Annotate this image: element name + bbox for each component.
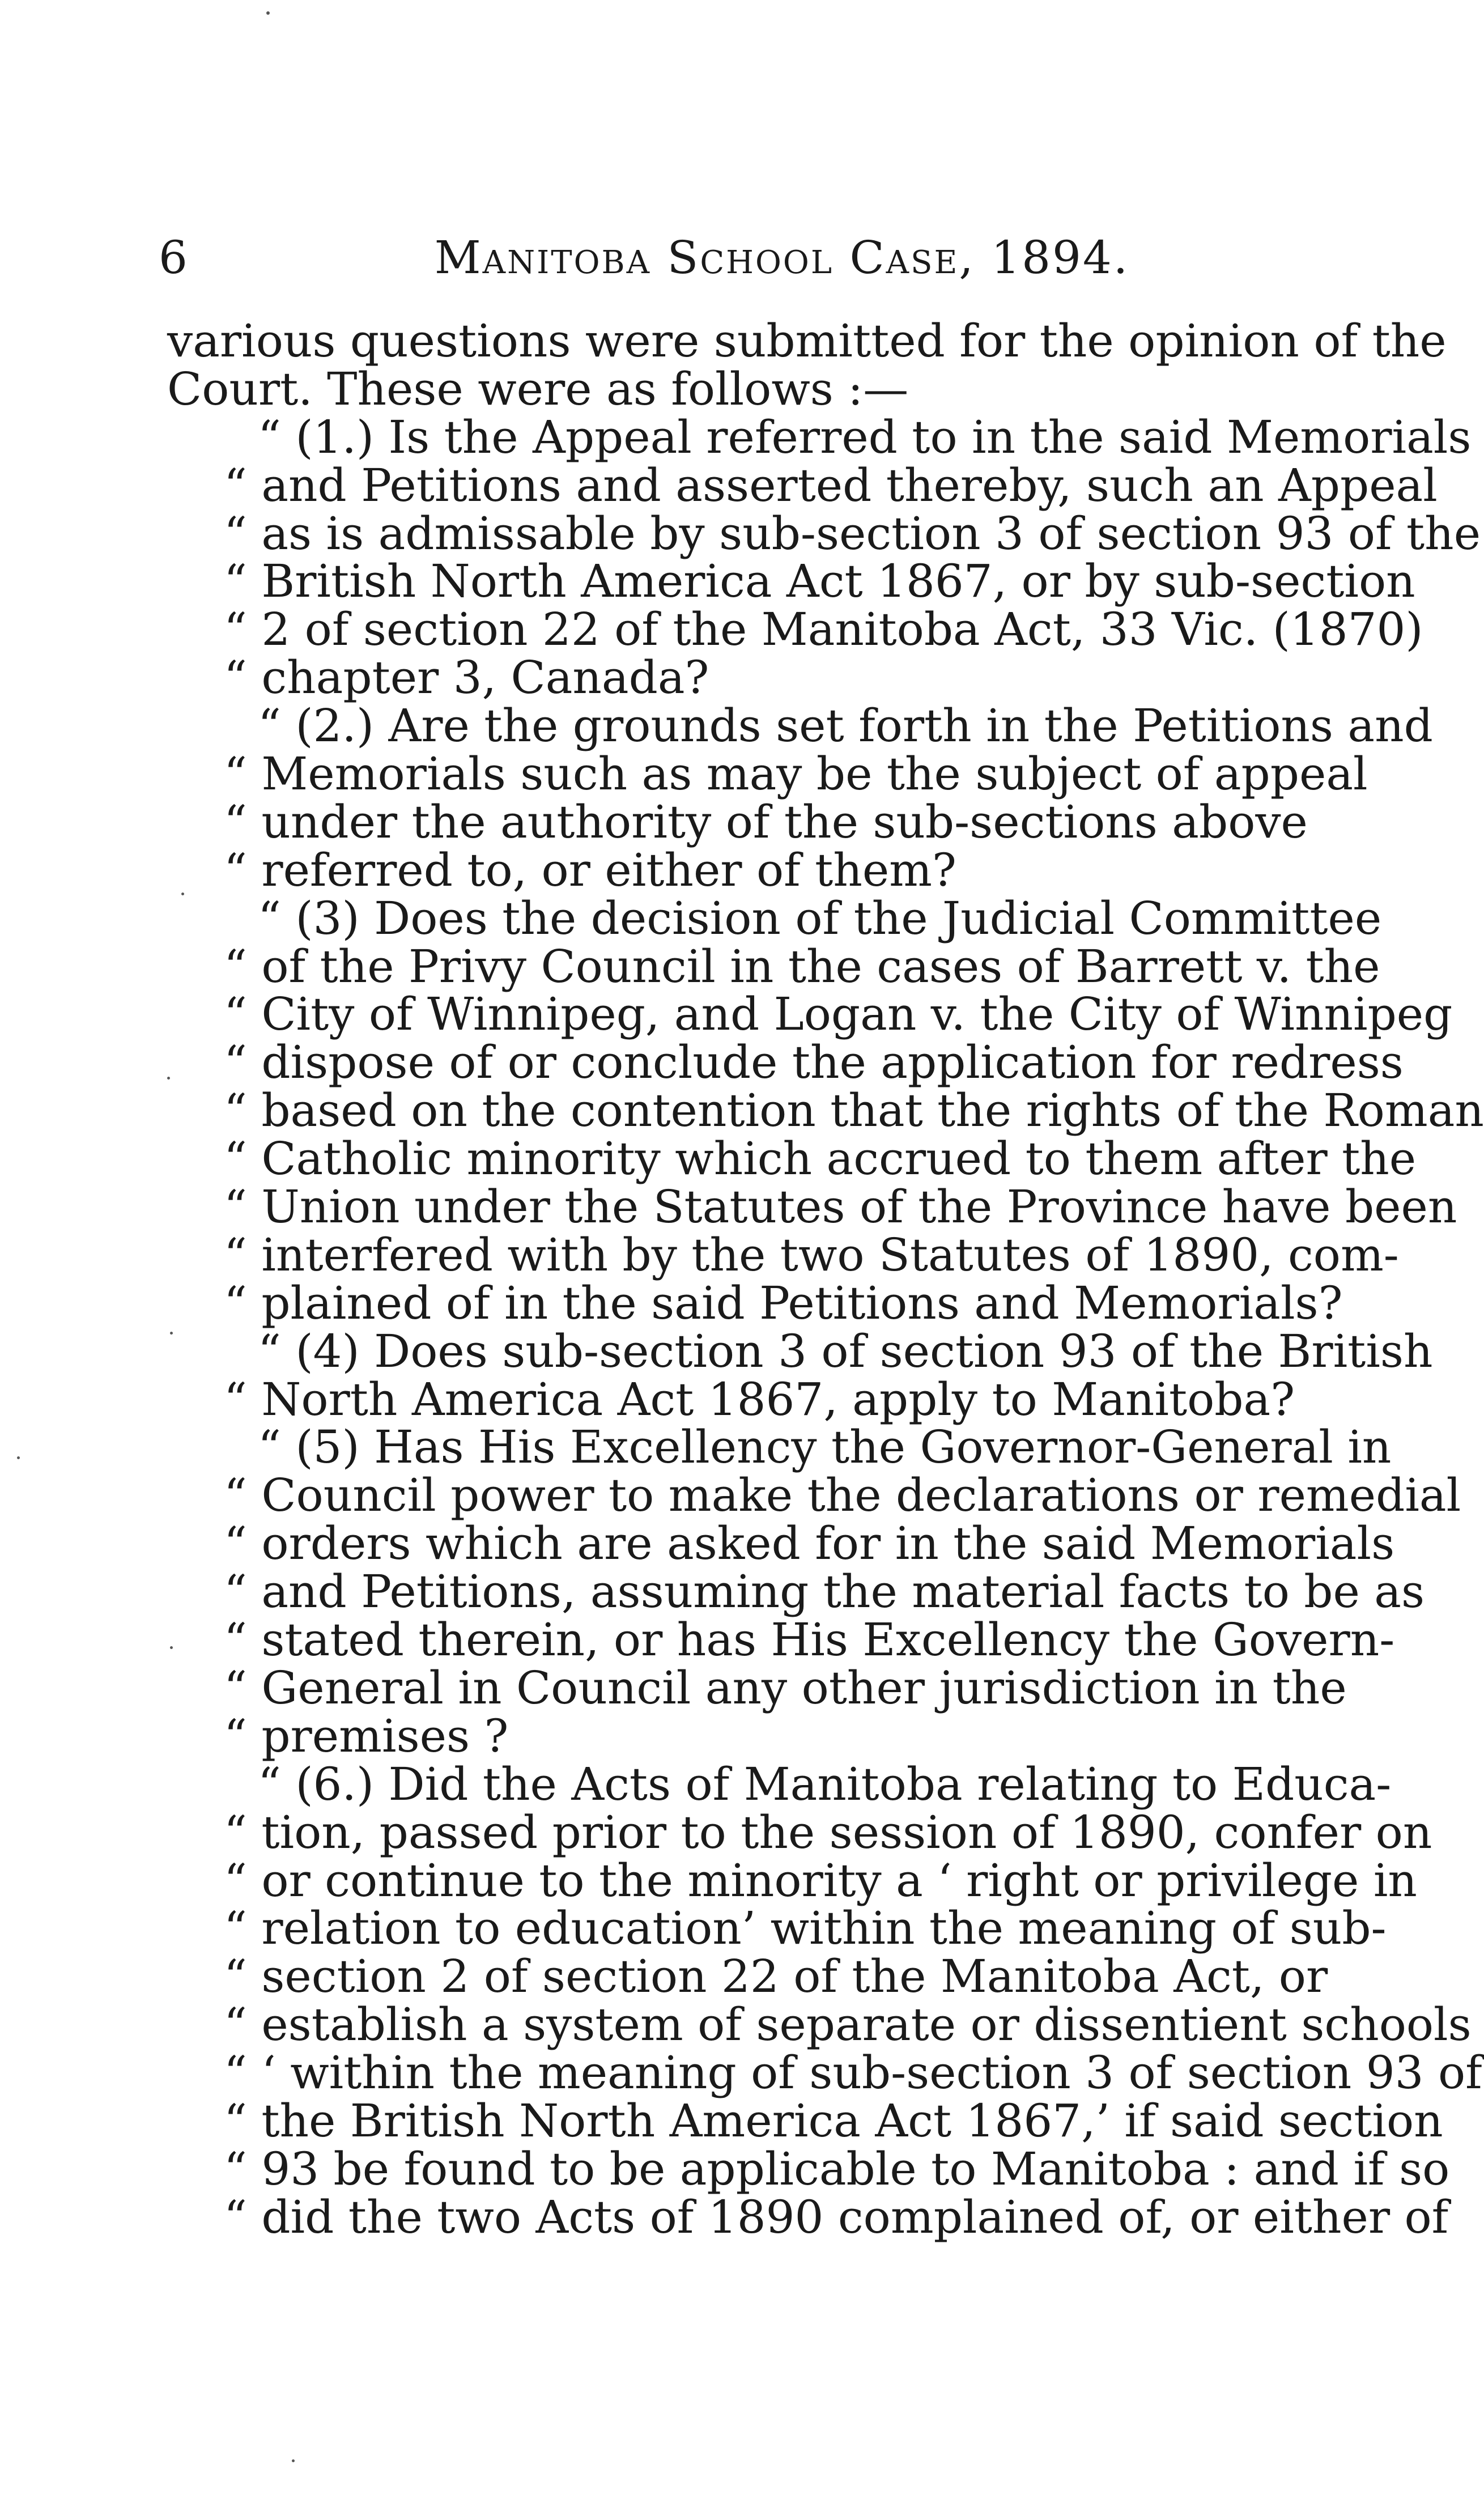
text-line: “ the British North America Act 1867,’ if said section [224,2094,1443,2147]
text-line: “ interfered with by the two Statutes of 1890, com- [224,1228,1399,1281]
text-line: “ under the authority of the sub-sections above [224,795,1308,848]
text-line: “ dispose of or conclude the application for redress [224,1036,1404,1089]
scan-speck [170,1332,173,1335]
text-line: “ (1.) Is the Appeal referred to in the said Memorials [258,410,1472,464]
text-line: “ tion, passed prior to the session of 1890, confer on [224,1805,1432,1859]
text-line: “ 2 of section 22 of the Manitoba Act, 33 Vic. (1870) [224,603,1423,656]
text-line: “ (5) Has His Excellency the Governor-General in [258,1421,1392,1474]
scan-speck [292,2459,295,2462]
text-line: “ as is admissable by sub-section 3 of section 93 of the [224,507,1481,560]
text-line: “ Memorials such as may be the subject of appeal [224,747,1368,801]
text-line: “ premises ? [224,1709,509,1762]
text-line: various questions were submitted for the opinion of the [167,315,1447,367]
text-line: “ did the two Acts of 1890 complained of, or either of [224,2190,1449,2243]
scan-speck [181,893,184,895]
text-line: “ Council power to make the declarations or remedial [224,1469,1461,1522]
text-line: “ section 2 of section 22 of the Manitoba Act, or [224,1950,1328,2003]
text-line: “ 93 be found to be applicable to Manitoba : and if so [224,2142,1450,2195]
scan-speck [167,1077,170,1080]
text-line: “ and Petitions, assuming the material facts to be as [224,1565,1425,1618]
text-line: “ North America Act 1867, apply to Manitoba? [224,1373,1295,1426]
text-line: “ General in Council any other jurisdiction in the [224,1661,1347,1714]
text-line: “ (3) Does the decision of the Judicial Committee [258,891,1382,945]
text-line: “ and Petitions and asserted thereby, such an Appeal [224,458,1438,512]
text-line: “ establish a system of separate or dissentient schools [224,1998,1472,2051]
text-line: “ City of Winnipeg, and Logan v. the City of Winnipeg [224,988,1453,1041]
text-line: “ ‘ within the meaning of sub-section 3 of section 93 of [224,2046,1482,2100]
text-line: “ Catholic minority which accrued to them after the [224,1132,1417,1185]
text-line: “ stated therein, or has His Excellency the Govern- [224,1613,1395,1667]
text-line: “ orders which are asked for in the said Memorials [224,1517,1395,1570]
text-line: “ based on the contention that the rights of the Roman [224,1084,1484,1137]
text-line: “ or continue to the minority a ‘ right or privilege in [224,1854,1417,1907]
text-line: “ (2.) Are the grounds set forth in the Petitions and [258,699,1433,753]
text-line: “ (6.) Did the Acts of Manitoba relating to Educa- [258,1757,1392,1811]
scan-speck [170,1646,173,1649]
text-line: “ (4) Does sub-section 3 of section 93 of the British [258,1324,1433,1378]
text-line: “ chapter 3, Canada? [224,651,709,704]
body-text [167,315,1484,2243]
page-number: 6 [159,231,188,284]
text-line: Court. These were as follows :— [167,362,909,415]
scan-speck [266,11,270,15]
text-line: “ British North America Act 1867, or by sub-section [224,555,1415,608]
text-line: “ Union under the Statutes of the Province have been [224,1180,1457,1234]
text-line: “ referred to, or either of them? [224,843,956,896]
running-title: Manitoba School Case, 1894. [434,231,1130,284]
text-line: “ plained of in the said Petitions and Memorials? [224,1276,1343,1329]
text-line: “ relation to education’ within the meaning of sub- [224,1902,1387,1955]
page-header [159,227,1281,289]
text-line: “ of the Privy Council in the cases of Barrett v. the [224,940,1380,993]
scan-speck [17,1456,20,1459]
